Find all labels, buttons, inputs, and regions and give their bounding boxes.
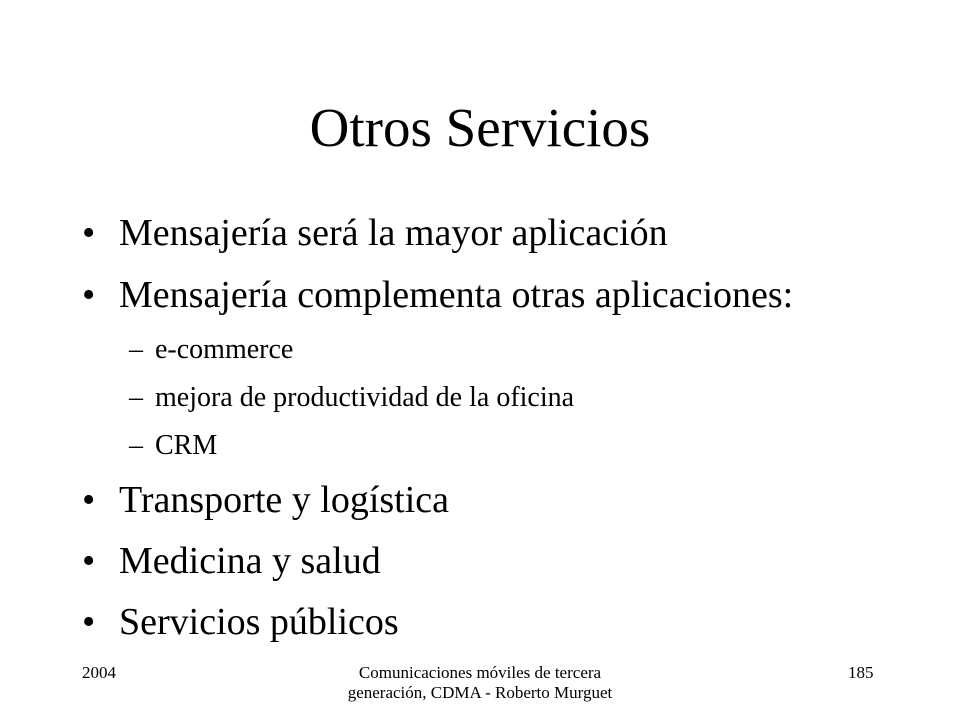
bullet-item bbox=[82, 210, 668, 256]
footer-course-title: Comunicaciones móviles de tercera generación, CDMA - Roberto Murguet bbox=[347, 663, 613, 702]
slide-title: Otros Servicios bbox=[309, 97, 651, 158]
footer-page-number: 185 bbox=[848, 663, 874, 682]
bullet-text: Transporte y logística bbox=[119, 479, 450, 521]
sub-bullet-marker: – bbox=[129, 430, 143, 461]
sub-bullet-marker: – bbox=[129, 334, 143, 365]
bullet-item bbox=[82, 538, 381, 584]
footer-year: 2004 bbox=[82, 663, 116, 682]
bullet-marker: • bbox=[82, 212, 96, 254]
bullet-item bbox=[82, 477, 449, 523]
sub-bullet-marker: – bbox=[129, 382, 143, 413]
bullet-marker: • bbox=[82, 274, 96, 316]
sub-bullet-item bbox=[129, 429, 217, 463]
sub-bullet-text: CRM bbox=[155, 430, 218, 461]
bullet-item bbox=[82, 272, 793, 318]
bullet-text: Mensajería complementa otras aplicaciones: bbox=[119, 274, 794, 316]
bullet-marker: • bbox=[82, 540, 96, 582]
bullet-text: Servicios públicos bbox=[119, 601, 399, 643]
bullet-marker: • bbox=[82, 479, 96, 521]
sub-bullet-text: mejora de productividad de la oficina bbox=[155, 382, 575, 413]
bullet-text: Mensajería será la mayor aplicación bbox=[119, 212, 668, 254]
bullet-marker: • bbox=[82, 601, 96, 643]
sub-bullet-item bbox=[129, 333, 293, 367]
bullet-text: Medicina y salud bbox=[119, 540, 381, 582]
sub-bullet-item bbox=[129, 381, 574, 415]
sub-bullet-text: e-commerce bbox=[155, 334, 294, 365]
bullet-item bbox=[82, 599, 399, 645]
